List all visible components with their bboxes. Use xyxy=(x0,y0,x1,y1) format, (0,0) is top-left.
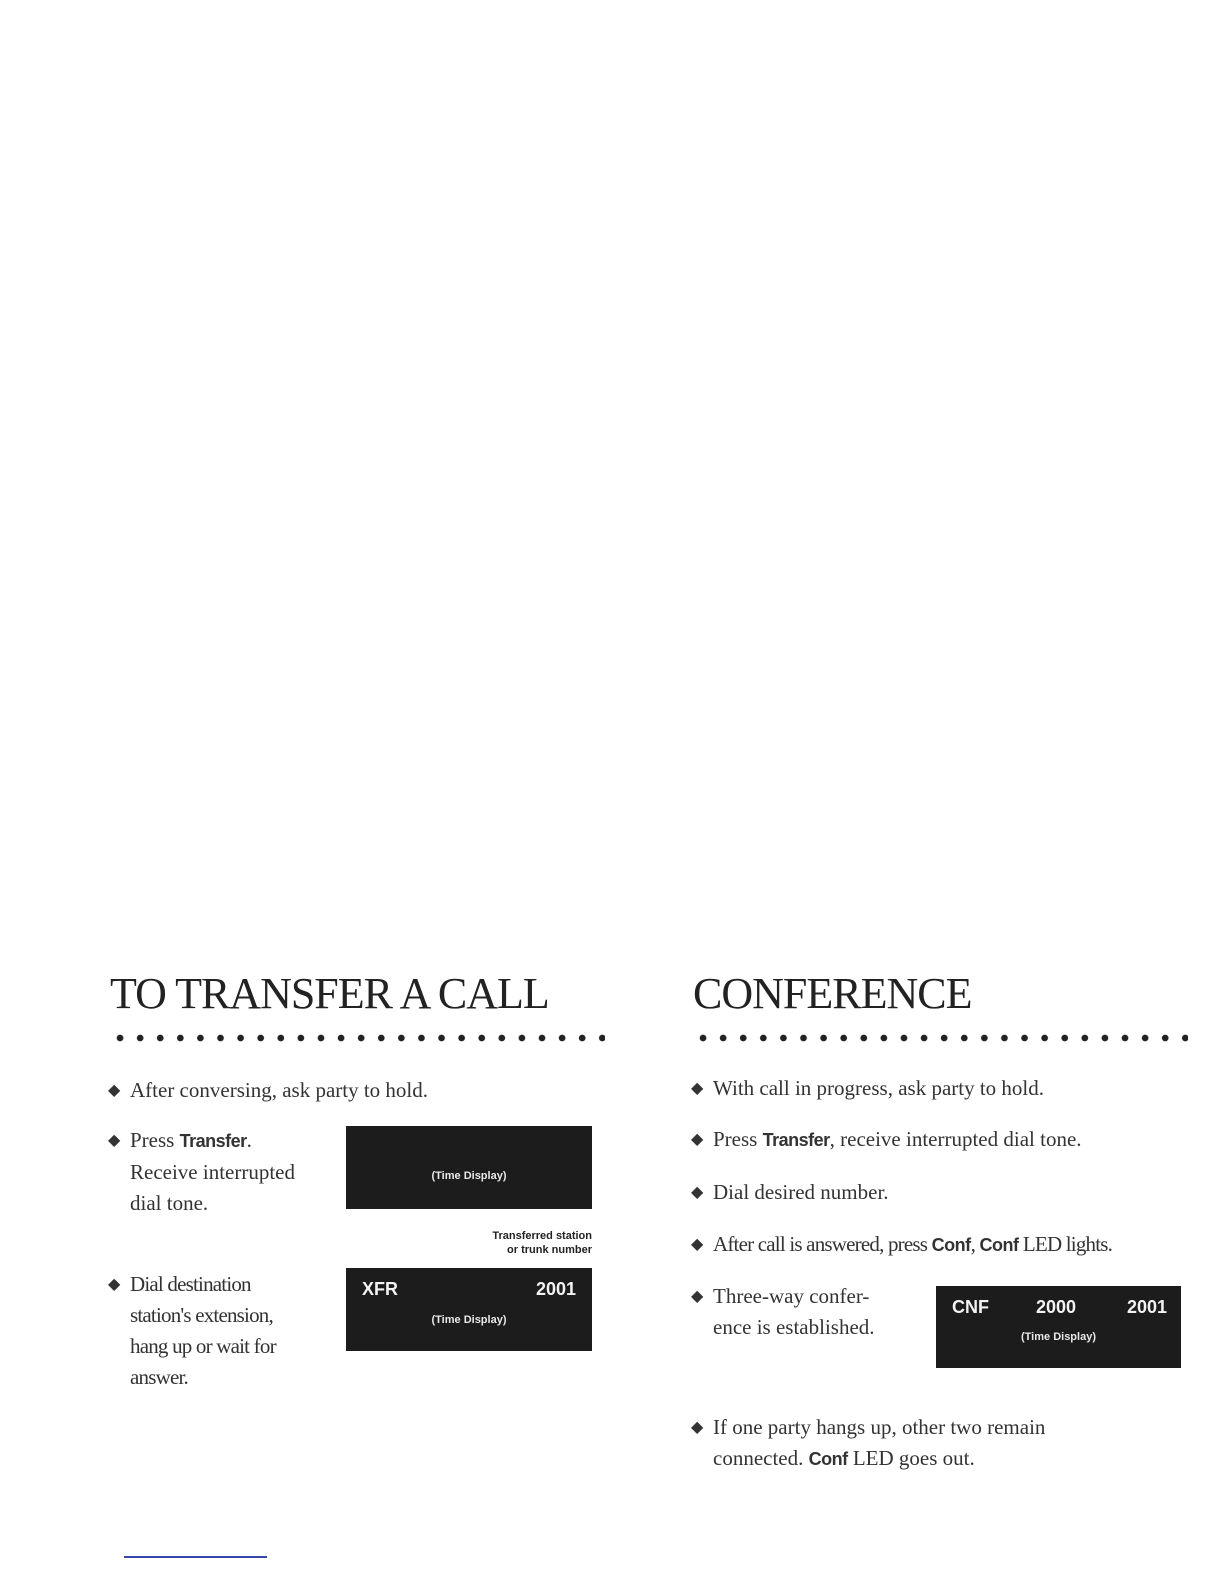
diamond-bullet-icon: ◆ xyxy=(108,1276,120,1293)
diamond-bullet-icon: ◆ xyxy=(691,1184,704,1201)
transfer-title: TO TRANSFER A CALL xyxy=(110,969,549,1018)
transfer-step-3: ◆ Dial destination station's extension, hang up or wait for answer. xyxy=(110,1269,340,1393)
transfer-section xyxy=(110,968,605,1044)
diamond-bullet-icon: ◆ xyxy=(691,1080,704,1097)
lcd-display-conference xyxy=(936,1286,1181,1368)
lcd-display-transfer-xfr xyxy=(346,1268,592,1351)
conference-step-3: ◆ Dial desired number. xyxy=(693,1177,889,1208)
party-number-1: 2000 xyxy=(1036,1297,1077,1317)
conference-step-5: ◆ Three-way confer- ence is established. xyxy=(693,1281,923,1343)
transfer-step-1: ◆ After conversing, ask party to hold. xyxy=(110,1075,428,1106)
transfer-step-2: ◆ Press Transfer. Receive interrupted dial tone. xyxy=(110,1125,340,1219)
conf-key-label: Conf xyxy=(808,1449,848,1469)
diamond-bullet-icon: ◆ xyxy=(691,1236,703,1253)
footer-link-underline xyxy=(124,1556,267,1558)
time-display-label: (Time Display) xyxy=(431,1170,507,1182)
transferred-station-caption: Transferred station or trunk number xyxy=(492,1230,592,1256)
diamond-bullet-icon: ◆ xyxy=(691,1419,704,1436)
time-display-label: (Time Display) xyxy=(1021,1331,1096,1343)
conference-section xyxy=(693,968,1188,1044)
transfer-key-label: Transfer xyxy=(179,1131,247,1151)
conference-step-6: ◆ If one party hangs up, other two remain connected. Conf LED goes out. xyxy=(693,1412,1045,1475)
lcd-display-transfer-idle xyxy=(346,1126,592,1209)
conference-title: CONFERENCE xyxy=(693,969,972,1018)
conf-key-label: Conf xyxy=(979,1235,1019,1255)
diamond-bullet-icon: ◆ xyxy=(108,1132,121,1149)
destination-number: 2001 xyxy=(535,1279,576,1299)
time-display-label: (Time Display) xyxy=(431,1314,507,1326)
diamond-bullet-icon: ◆ xyxy=(691,1131,704,1148)
dotted-divider xyxy=(110,1032,605,1044)
party-number-2: 2001 xyxy=(1126,1297,1167,1317)
dotted-divider xyxy=(693,1032,1188,1044)
conference-step-2: ◆ Press Transfer, receive interrupted dial tone. xyxy=(693,1124,1082,1156)
cnf-code: CNF xyxy=(952,1297,989,1317)
conf-key-label: Conf xyxy=(931,1235,971,1255)
diamond-bullet-icon: ◆ xyxy=(108,1082,121,1099)
conference-step-4: ◆ After call is answered, press Conf, Conf LED lights. xyxy=(693,1229,1112,1261)
transfer-key-label: Transfer xyxy=(762,1130,830,1150)
diamond-bullet-icon: ◆ xyxy=(691,1288,704,1305)
xfr-code: XFR xyxy=(362,1279,398,1299)
conference-step-1: ◆ With call in progress, ask party to hold. xyxy=(693,1073,1044,1104)
